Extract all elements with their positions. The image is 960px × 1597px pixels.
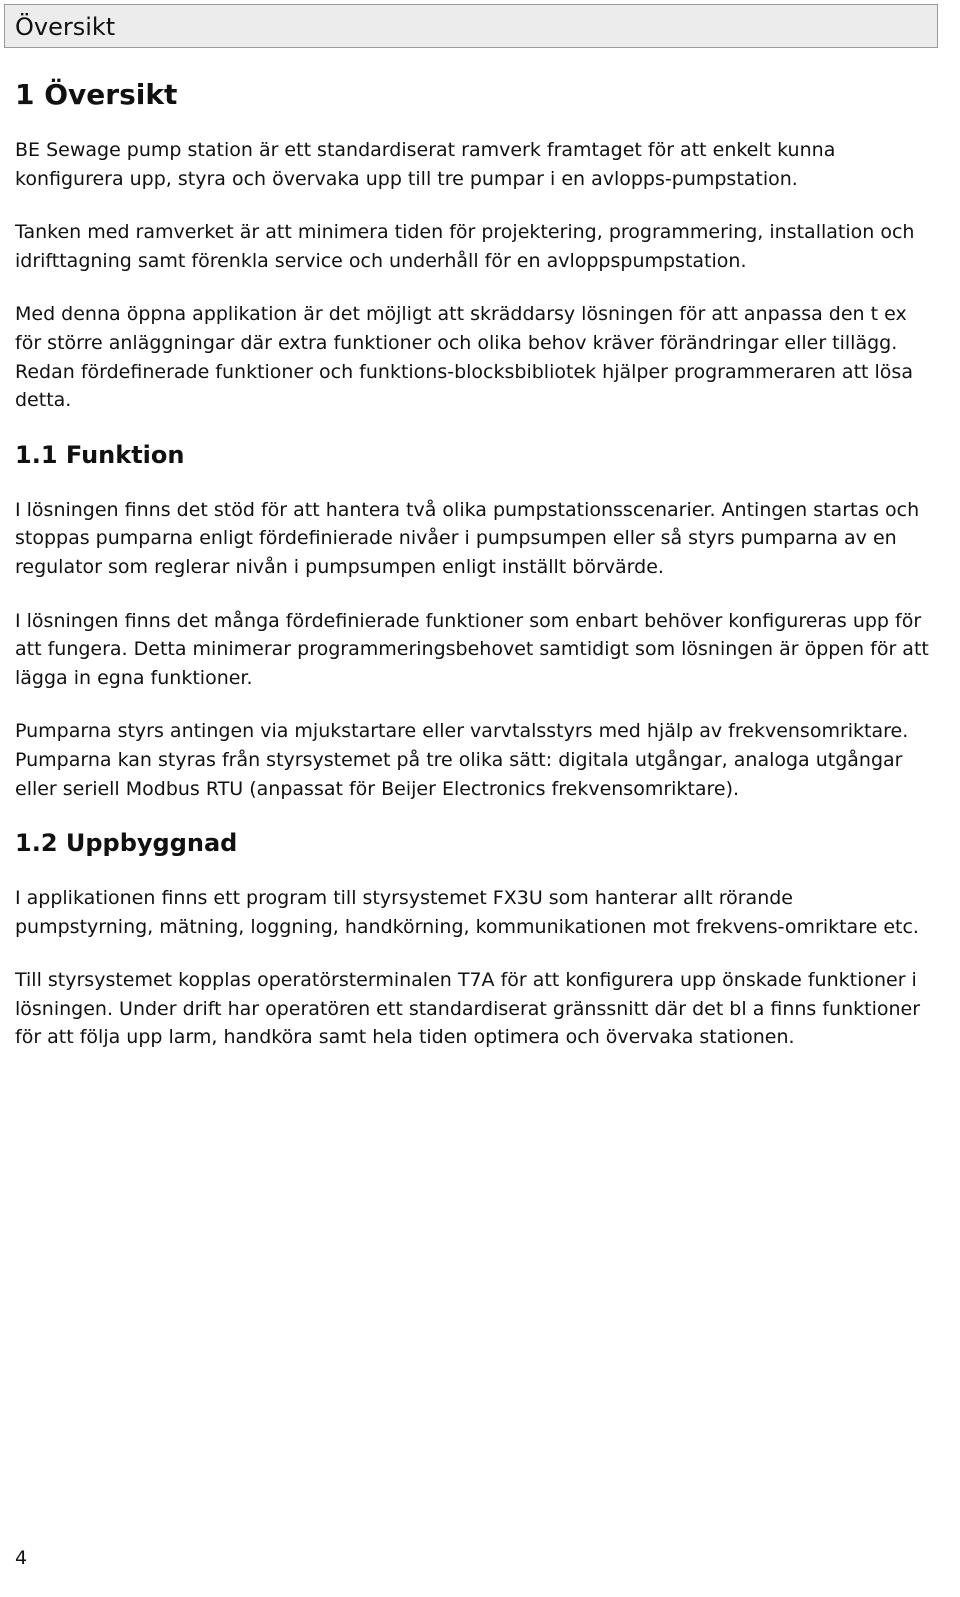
paragraph: BE Sewage pump station är ett standardiserat ramverk framtaget för att enkelt kunna konfigurera upp, styra och övervaka upp till tre pumpar i en avlopps-pumpstation. [15, 139, 836, 190]
section-heading-1: 1 Översikt [15, 78, 178, 111]
document-body [15, 78, 935, 1077]
paragraph: I lösningen finns det stöd för att hantera två olika pumpstationsscenarier. Antingen startas och stoppas pumparna enligt fördefinierade nivåer i pumpsumpen eller så styrs pumparna av en regulator som reglerar nivån i pumpsumpen enligt inställt börvärde. [15, 498, 920, 578]
paragraph: Pumparna styrs antingen via mjukstartare eller varvtalsstyrs med hjälp av frekvensomriktare. Pumparna kan styras från styrsystemet på tre olika sätt: digitala utgångar, analoga utgångar eller seriell Modbus RTU (anpassat för Beijer Electronics frekvensomriktare). [15, 720, 909, 800]
header-title: Översikt [15, 13, 116, 41]
section-heading-1-1: 1.1 Funktion [15, 440, 185, 469]
paragraph: Tanken med ramverket är att minimera tiden för projektering, programmering, installation och idrifttagning samt förenkla service och underhåll för en avloppspumpstation. [15, 221, 915, 272]
paragraph: I applikationen finns ett program till styrsystemet FX3U som hanterar allt rörande pumpstyrning, mätning, loggning, handkörning, kommunikationen mot frekvens-omriktare etc. [15, 887, 919, 938]
paragraph: Till styrsystemet kopplas operatörsterminalen T7A för att konfigurera upp önskade funktioner i lösningen. Under drift har operatören ett standardiserat gränssnitt där det bl a finns funktioner för att följa upp larm, handköra samt hela tiden optimera och övervaka stationen. [15, 969, 921, 1049]
page-number: 4 [15, 1547, 28, 1569]
header-bar [4, 4, 938, 48]
section-heading-1-2: 1.2 Uppbyggnad [15, 829, 238, 858]
paragraph: Med denna öppna applikation är det möjligt att skräddarsy lösningen för att anpassa den t ex för större anläggningar där extra funktioner och olika behov kräver förändringar eller tillägg. Redan fördefinerade funktioner och funktions-blocksbibliotek hjälper programmeraren att lösa detta. [15, 303, 913, 412]
paragraph: I lösningen finns det många fördefinierade funktioner som enbart behöver konfigureras upp för att fungera. Detta minimerar programmeringsbehovet samtidigt som lösningen är öppen för att lägga in egna funktioner. [15, 609, 929, 689]
